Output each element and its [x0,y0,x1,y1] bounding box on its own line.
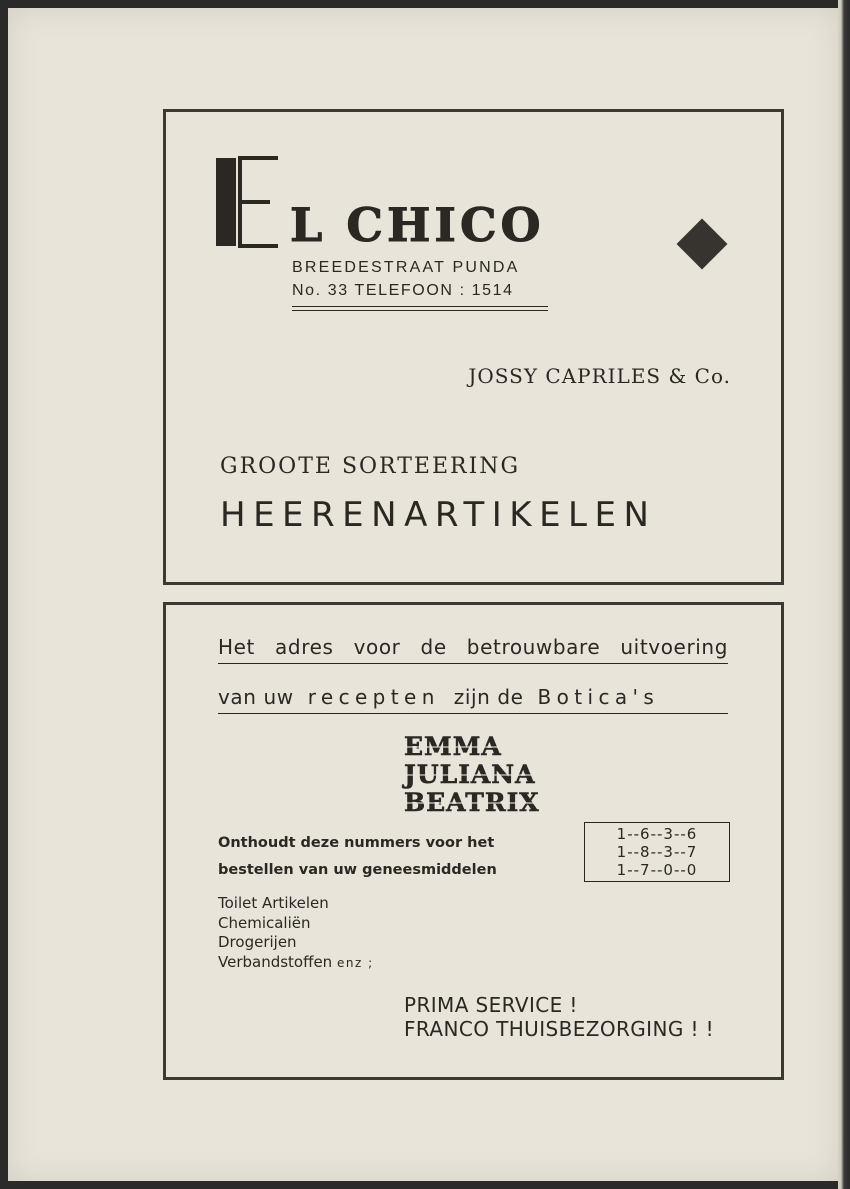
botica-names [404,733,540,817]
product-item-last [218,953,374,974]
service-text [404,993,714,1041]
brand-name [290,198,545,252]
el-chico-logo [216,156,551,316]
intro-line-1 [218,635,728,664]
product-item: Toilet Artikelen [218,894,329,912]
remember-line-2: bestellen van uw geneesmiddelen [218,862,497,878]
address-rule-top [292,306,548,307]
intro-word: adres [275,635,334,659]
intro-word: voor [353,635,401,659]
tagline: GROOTE SORTEERING [220,454,521,479]
botica-beatrix: BEATRIX [404,788,540,817]
botica-advertisement [163,602,784,1080]
brand-initial-e [216,156,280,248]
intro-recepten: recepten [307,685,440,709]
product-list [218,894,374,973]
phone-numbers-box [584,822,730,882]
brand-name-text: L CHICO [290,198,545,252]
address-phone: No. 33 TELEFOON : 1514 [292,282,514,299]
intro-start: van uw [218,685,294,709]
remember-line-1: Onthoudt deze nummers voor het [218,835,495,851]
product-item: Verbandstoffen [218,952,333,971]
product-item: Chemicaliën [218,913,311,932]
phone-number: 1--8--3--7 [616,843,698,861]
address-street: BREEDESTRAAT PUNDA [292,259,520,276]
phone-number: 1--6--3--6 [616,825,698,843]
address-rule-bottom [292,310,548,311]
intro-word: de [420,635,447,659]
product-item: Drogerijen [218,933,297,951]
product-suffix: enz ; [336,955,374,970]
headline: HEERENARTIKELEN [220,495,657,535]
book-binding-edge [838,0,850,1189]
intro-word: Het [218,635,255,659]
intro-line-2 [218,685,728,714]
service-line-1: PRIMA SERVICE ! [404,993,578,1017]
botica-emma: EMMA [404,732,502,761]
intro-word: uitvoering [620,635,728,659]
owner-name: JOSSY CAPRILES & Co. [468,364,731,388]
remember-text [218,830,497,884]
intro-mid: zijn de [453,685,524,709]
intro-word: betrouwbare [466,635,601,659]
phone-number: 1--7--0--0 [616,861,698,879]
intro-boticas: Botica's [537,685,660,709]
catalog-page [8,8,838,1181]
el-chico-advertisement [163,109,784,585]
diamond-ornament [677,219,728,270]
botica-juliana: JULIANA [404,760,536,789]
service-line-2: FRANCO THUISBEZORGING ! ! [404,1017,715,1041]
